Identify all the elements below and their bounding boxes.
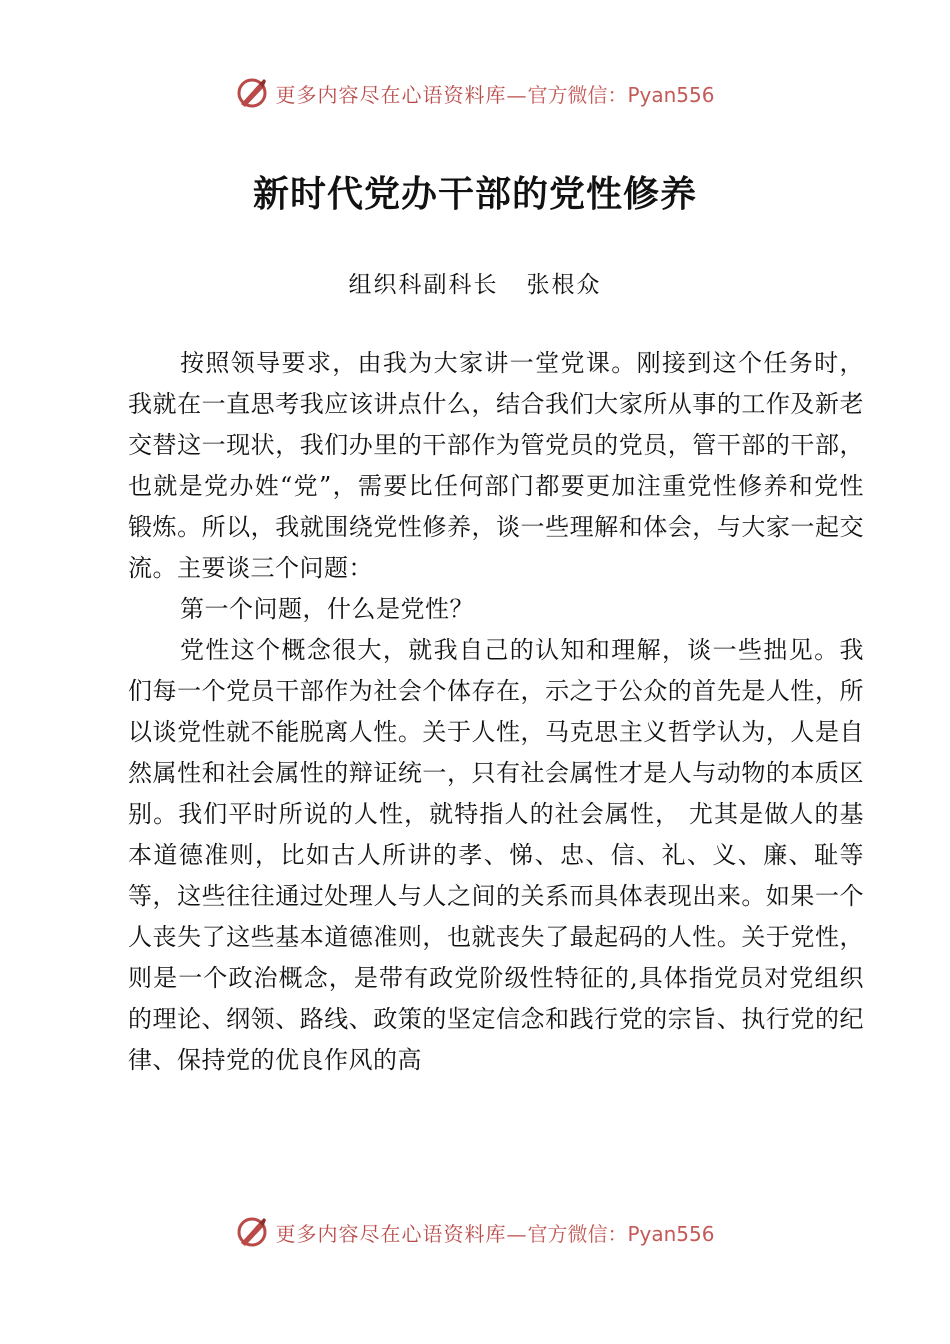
header-banner (0, 73, 950, 113)
banner-wechat-text: 官方微信：Pyan556 (527, 1221, 715, 1246)
author-byline: 组织科副科长 张根众 (348, 272, 602, 298)
pen-logo-icon (235, 1215, 269, 1249)
banner-main-text: 更多内容尽在心语资料库— (275, 1221, 528, 1246)
paragraph: 第一个问题，什么是党性？ (180, 595, 474, 623)
document-body (128, 343, 864, 1081)
paragraph: 按照领导要求，由我为大家讲一堂党课。刚接到这个任务时，我就在一直思考我应该讲点什么，结合我们大家所从事的工作及新老交替这一现状，我们办里的干部作为管党员的党员，管干部的干部，也就是党办姓“党”，需要比任何部门都要更加注重党性修养和党性锻炼。所以，我就围绕党性修养，谈一些理解和体会，与大家一起交流。主要谈三个问题： (128, 349, 864, 582)
pen-logo-icon (235, 76, 269, 110)
banner-main-text: 更多内容尽在心语资料库— (275, 82, 528, 107)
banner-wechat-text: 官方微信：Pyan556 (527, 82, 715, 107)
footer-banner (0, 1212, 950, 1252)
document-title: 新时代党办干部的党性修养 (252, 173, 697, 215)
paragraph: 党性这个概念很大，就我自己的认知和理解，谈一些拙见。我们每一个党员干部作为社会个体存在，示之于公众的首先是人性，所以谈党性就不能脱离人性。关于人性，马克思主义哲学认为，人是自然属性和社会属性的辩证统一，只有社会属性才是人与动物的本质区别。我们平时所说的人性，就特指人的社会属性， 尤其是做人的基本道德准则，比如古人所讲的孝、悌、忠、信、礼、义、廉、耻等等，这些往往通过处理人与人之间的关系而具体表现出来。如果一个人丧失了这些基本道德准则，也就丧失了最起码的人性。关于党性，则是一个政治概念，是带有政党阶级性特征的,具体指党员对党组织的理论、纲领、路线、政策的坚定信念和践行党的宗旨、执行党的纪律、保持党的优良作风的高 (128, 636, 864, 1074)
